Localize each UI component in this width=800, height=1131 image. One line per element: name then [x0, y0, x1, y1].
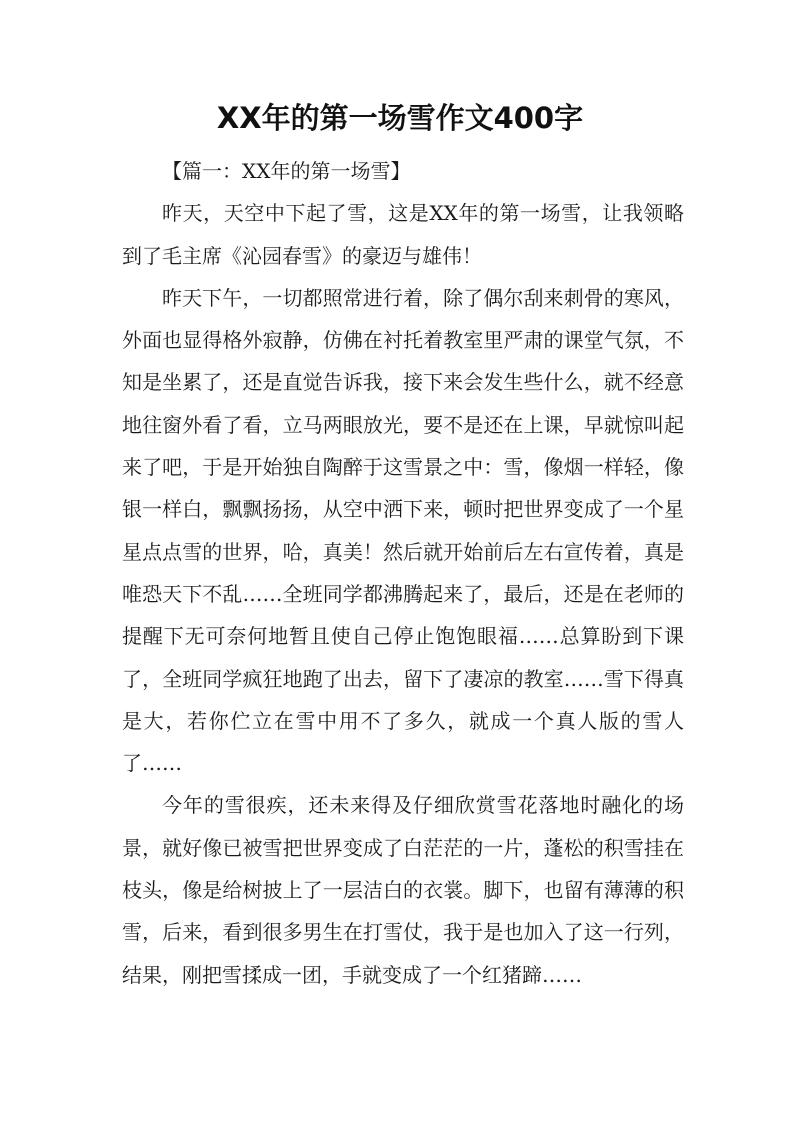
- document-body: [122, 150, 684, 996]
- paragraph-3: 今年的雪很疾，还未来得及仔细欣赏雪花落地时融化的场景，就好像已被雪把世界变成了白茫茫的一片，蓬松的积雪挂在枝头，像是给树披上了一层洁白的衣裳。脚下，也留有薄薄的积雪，后来，看到很多男生在打雪仗，我于是也加入了这一行列，结果，刚把雪揉成一团，手就变成了一个红猪蹄……: [122, 793, 684, 987]
- section-heading: 【篇一：XX年的第一场雪】: [162, 159, 411, 183]
- document-title: XX年的第一场雪作文400字: [216, 101, 584, 135]
- paragraph-1: 昨天，天空中下起了雪，这是XX年的第一场雪，让我领略到了毛主席《沁园春雪》的豪迈与雄伟！: [122, 201, 684, 268]
- paragraph-2: 昨天下午，一切都照常进行着，除了偶尔刮来刺骨的寒风，外面也显得格外寂静，仿佛在衬托着教室里严肃的课堂气氛，不知是坐累了，还是直觉告诉我，接下来会发生些什么，就不经意地往窗外看了看，立马两眼放光，要不是还在上课，早就惊叫起来了吧，于是开始独自陶醉于这雪景之中：雪，像烟一样轻，像银一样白，飘飘扬扬，从空中洒下来，顿时把世界变成了一个星星点点雪的世界，哈，真美！然后就开始前后左右宣传着，真是唯恐天下不乱……全班同学都沸腾起来了，最后，还是在老师的提醒下无可奈何地暂且使自己停止饱饱眼福……总算盼到下课了，全班同学疯狂地跑了出去，留下了凄凉的教室……雪下得真是大，若你伫立在雪中用不了多久，就成一个真人版的雪人了……: [122, 285, 684, 776]
